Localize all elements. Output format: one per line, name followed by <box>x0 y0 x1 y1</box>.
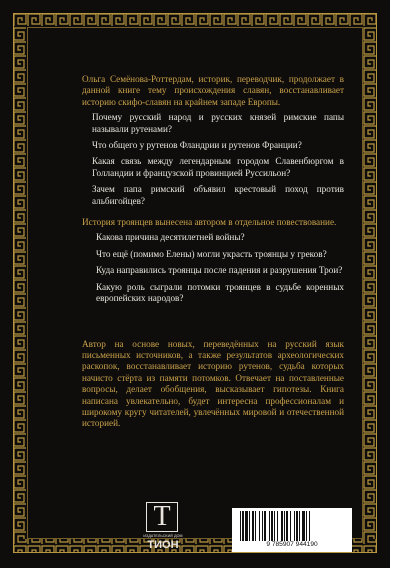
question-item: Куда направились троянцы после падения и разрушения Трои? <box>96 265 343 276</box>
logo-letter: Т <box>153 501 171 532</box>
publisher-name: ТИОН <box>147 539 179 551</box>
question-list-2 <box>82 232 344 304</box>
isbn-barcode <box>232 508 352 552</box>
question-item: Зачем папа римский объявил крестовый поход против альбигойцев? <box>92 184 344 206</box>
publisher-logo <box>140 500 186 554</box>
summary-paragraph: Автор на основе новых, переведённых на русский язык письменных источников, а также результатов археологических раскопок, восстанавливает историю рутенов, судьба которых начисто стёрта из памяти потомков. Отвечает на поставленные вопросы, делает обобщения, высказывает гипотезы. Книга написана увлекательно, будет интересна профессионалам и широкому кругу читателей, увлечённых мировой и отечественной историей. <box>82 338 344 429</box>
question-list-1 <box>82 112 344 207</box>
publisher-area <box>140 500 355 554</box>
question-item: Что общего у рутенов Фландрии и рутенов Франции? <box>92 140 302 151</box>
question-item: Почему русский народ и русских князей римские папы называли рутенами? <box>92 112 344 134</box>
barcode-number: 9 785907 944190 <box>266 541 318 548</box>
publisher-imprint: ИЗДАТЕЛЬСКИЙ ДОМ <box>143 534 183 538</box>
intro-paragraph: Ольга Семёнова-Роттердам, историк, переводчик, продолжает в данной книге тему происхождения славян, восстанавливает историю скифо-славян на крайнем западе Европы. <box>82 74 344 107</box>
troy-intro-paragraph: История троянцев вынесена автором в отдельное повествование. <box>82 217 337 228</box>
question-item: Что ещё (помимо Елены) могли украсть троянцы у греков? <box>96 248 327 259</box>
question-item: Какая связь между легендарным городом Славенбюргом в Голландии и французской провинцией Руссильон? <box>92 156 344 178</box>
question-item: Какую роль сыграли потомки троянцев в судьбе коренных европейских народов? <box>96 281 344 304</box>
cover-text <box>82 74 344 434</box>
barcode-icon <box>240 511 344 541</box>
question-item: Какова причина десятилетней войны? <box>96 232 245 243</box>
